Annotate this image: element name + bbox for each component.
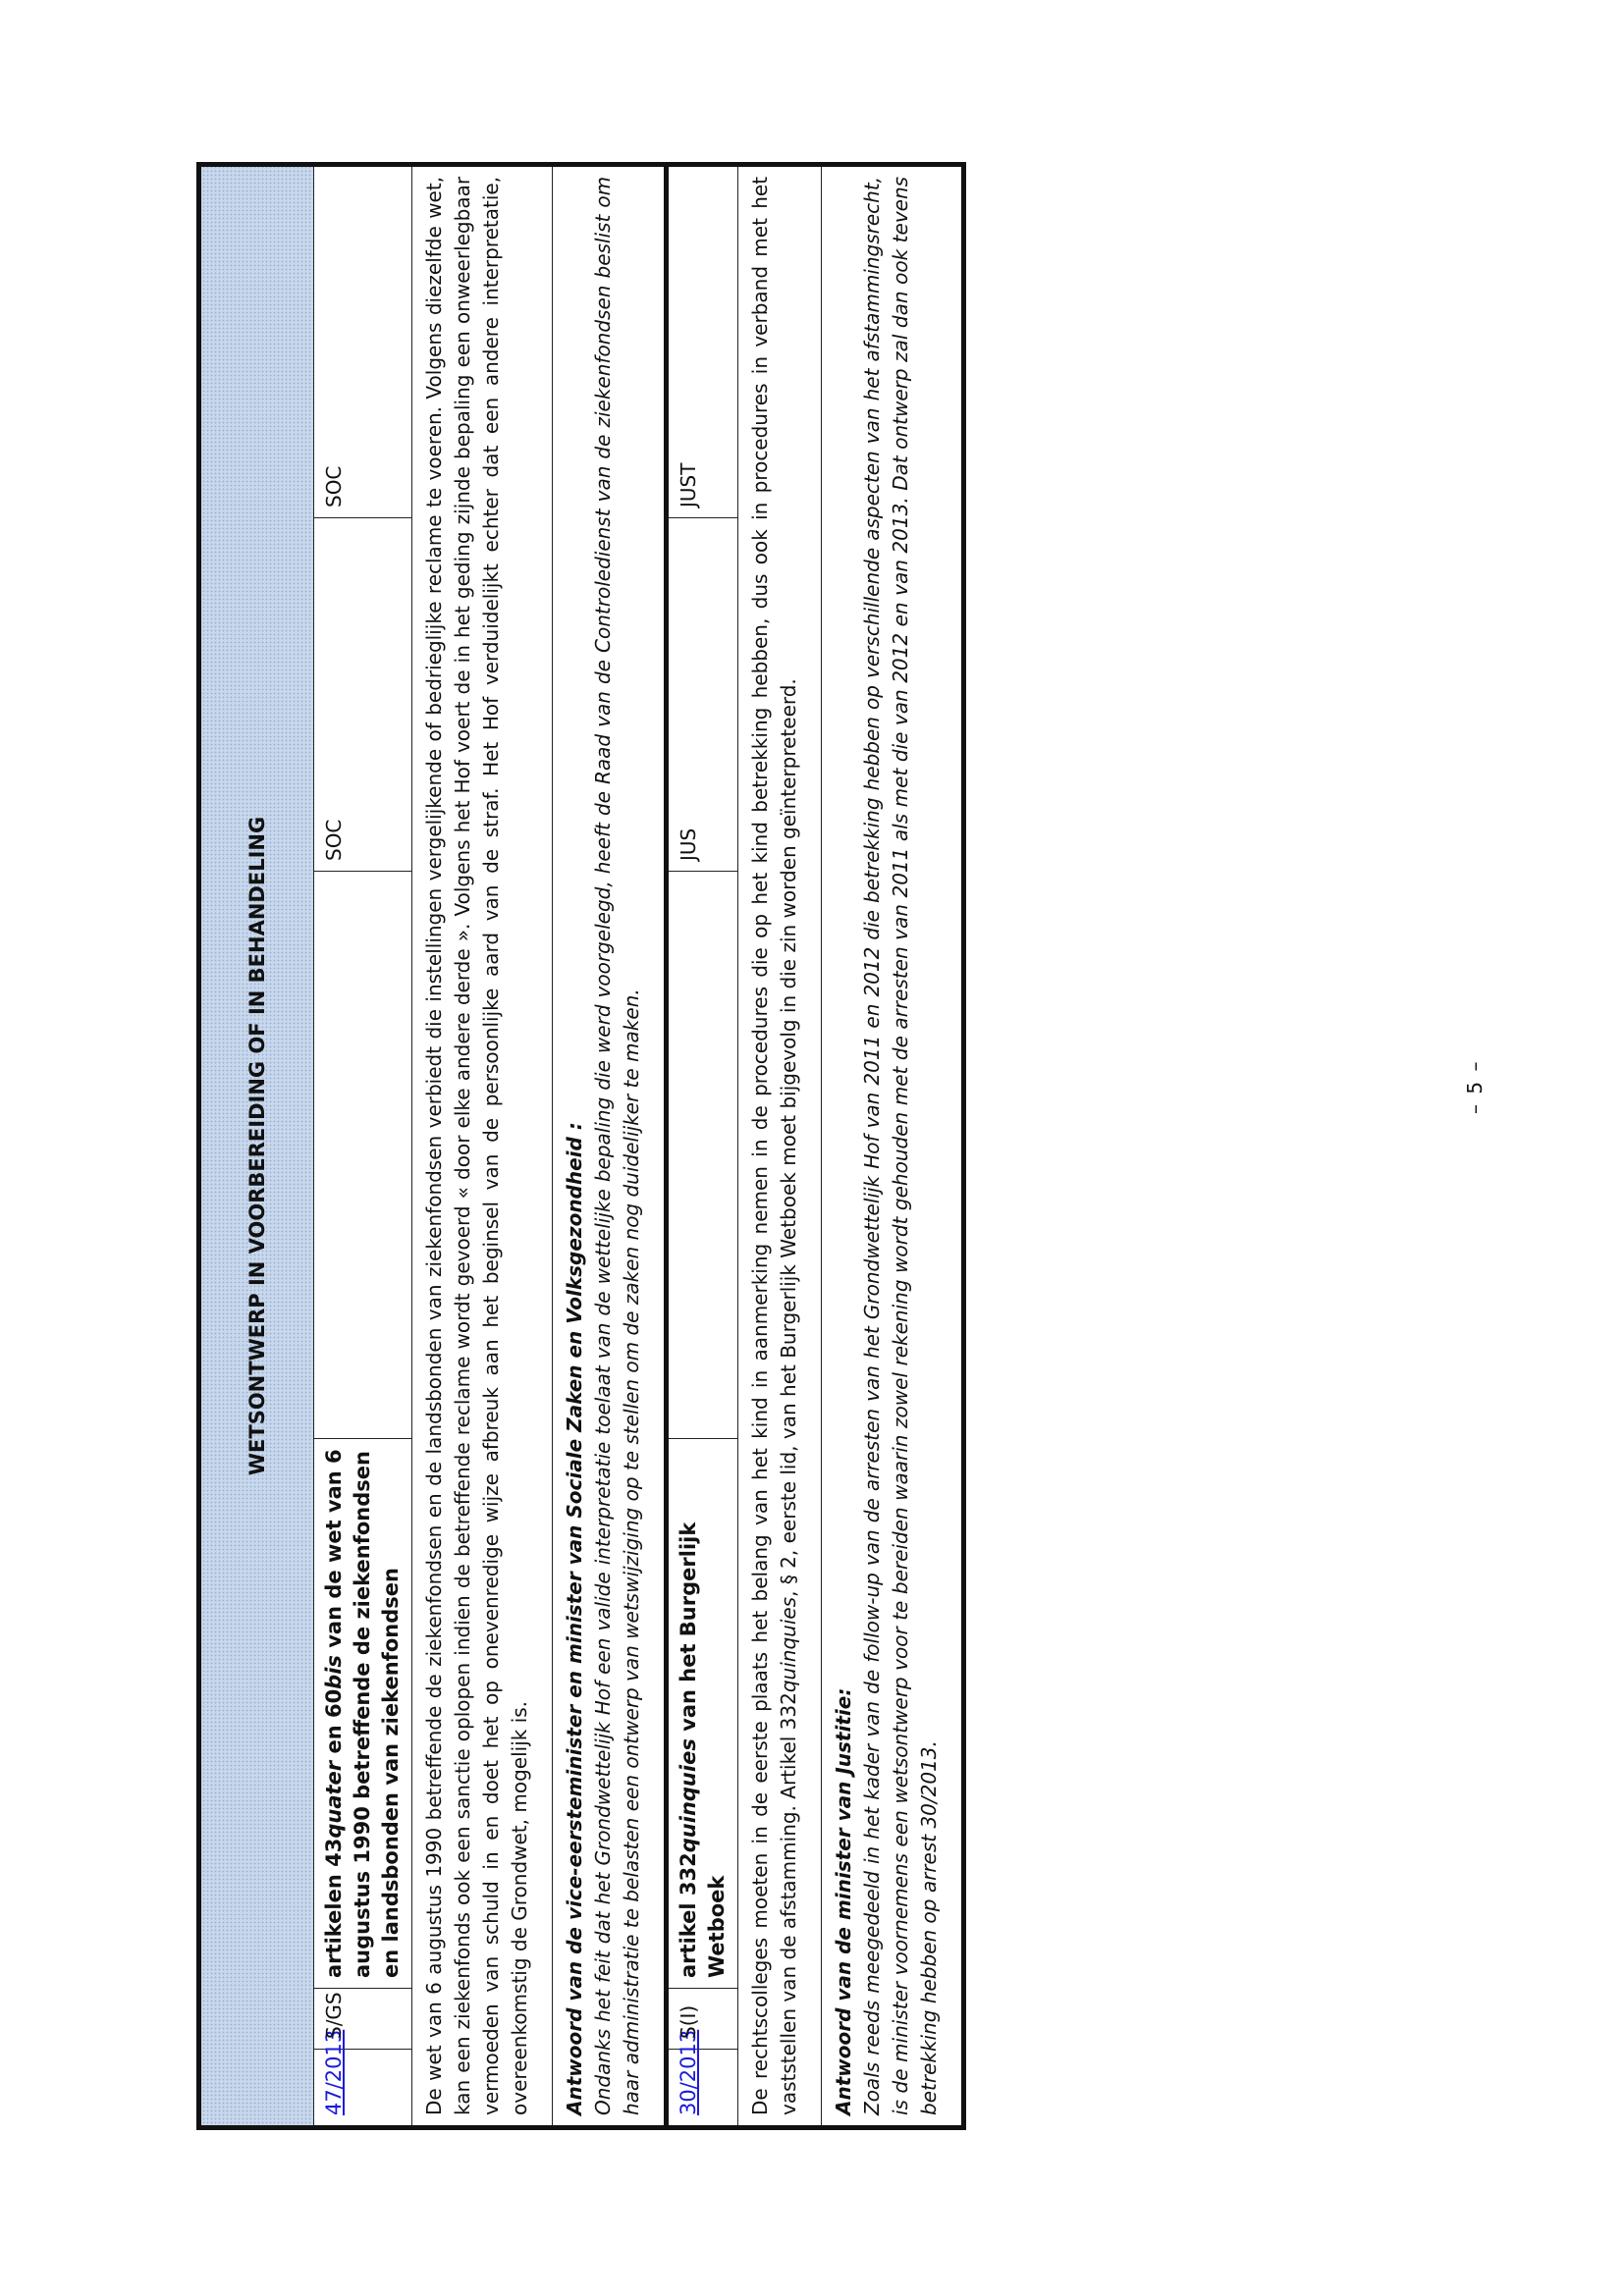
answer-title: Antwoord van de vice-eersteminister en minister van Sociale Zaken en Volksgezondheid : — [563, 1122, 586, 2115]
answer-body: Ondanks het feit dat het Grondwettelijk Hof een valide interpretatie toelaat van de wettelijke bepaling die werd voorgelegd, heeft de Raad van de Controledienst van de ziekenfondsen beslist om haar administratie te belasten een ontwerp van wetswijziging op te stellen om de zaken nog duidelijker te maken. — [591, 176, 643, 2115]
answer-title: Antwoord van de minister van Justitie: — [832, 1687, 855, 2115]
case-link-47-2013[interactable]: 47/2013 — [322, 2029, 346, 2115]
case-link-30-2013[interactable]: 30/2013 — [677, 2029, 700, 2115]
subject-part-italic: quinquies — [677, 1738, 700, 1853]
rotated-page — [196, 167, 1213, 2130]
case-description — [738, 164, 822, 2127]
section-header — [199, 164, 314, 2127]
subject-part: artikelen 43 — [322, 1838, 346, 1978]
page-number: – 5 – — [1463, 1059, 1487, 1114]
case-subject — [667, 1439, 738, 1989]
section-header-title: WETSONTWERP IN VOORBEREIDING OF IN BEHANDELING — [244, 816, 269, 1476]
answer-block — [822, 164, 964, 2127]
entry-row-30-2013 — [667, 164, 738, 2127]
subject-part: en 60 — [322, 1688, 346, 1761]
answer-block — [553, 164, 667, 2127]
cases-table — [196, 162, 966, 2130]
empty-cell — [314, 872, 412, 1439]
case-ref-cell — [314, 2029, 412, 2128]
case-type: S(I) — [667, 1989, 738, 2050]
department-2: SOC — [314, 164, 412, 517]
subject-part-italic: quater — [322, 1760, 346, 1839]
answer-body: Zoals reeds meegedeeld in het kader van de follow-up van de arresten van het Grondwettelijk Hof van 2011 en 2012 die betrekking hebben op verschillende aspecten van het afstammingsrecht, is de minister voornemens een wetsontwerp voor te bereiden waarin zowel rekening wordt gehouden met de arresten van 2011 als met die van 2012 en van 2013. Dat ontwerp zal dan ook tevens betrekking hebben op arrest 30/2013. — [860, 176, 941, 2115]
subject-part: artikel 332 — [677, 1852, 700, 1978]
case-type: S/GS — [314, 1989, 412, 2050]
empty-cell — [667, 872, 738, 1439]
case-description: De wet van 6 augustus 1990 betreffende de ziekenfondsen en de landsbonden van ziekenfondsen verbiedt die instellingen vergelijkende of bedrieglijke reclame te voeren. Volgens diezelfde wet, kan een ziekenfonds ook een sanctie oplopen indien de betreffende reclame wordt gevoerd « door elke andere derde ». Volgens het Hof voert de in het geding zijnde bepaling een onweerlegbaar vermoeden van schuld in en doet het op onevenredige wijze afbreuk aan het beginsel van de persoonlijke aard van de straf. Het Hof verduidelijkt echter dat een andere interpretatie, overeenkomstig de Grondwet, mogelijk is. — [412, 164, 553, 2127]
desc-part: De rechtscolleges moeten in de eerste plaats het belang van het kind in aanmerking nemen in de procedures die op het kind betrekking hebben, dus ook in procedures in verband met het vaststellen van de afstamming. Artikel 332 — [748, 176, 800, 2115]
desc-part: , § 2, eerste lid, van het Burgerlijk Wetboek moet bijgevolg in die zin worden geïnterpreteerd. — [777, 678, 800, 1597]
department-1: JUS — [667, 518, 738, 872]
subject-part: van de wet van 6 augustus 1990 betreffende de ziekenfondsen en landsbonden van ziekenfondsen — [322, 1449, 403, 1978]
department-2: JUST — [667, 164, 738, 517]
entry-row-47-2013 — [314, 164, 412, 2127]
case-ref-cell — [667, 2029, 738, 2128]
desc-part-italic: quinquies — [777, 1596, 800, 1693]
department-1: SOC — [314, 518, 412, 872]
subject-part: van het Burgerlijk Wetboek — [677, 1522, 729, 1978]
case-subject — [314, 1439, 412, 1989]
subject-part-italic: bis — [322, 1655, 346, 1689]
